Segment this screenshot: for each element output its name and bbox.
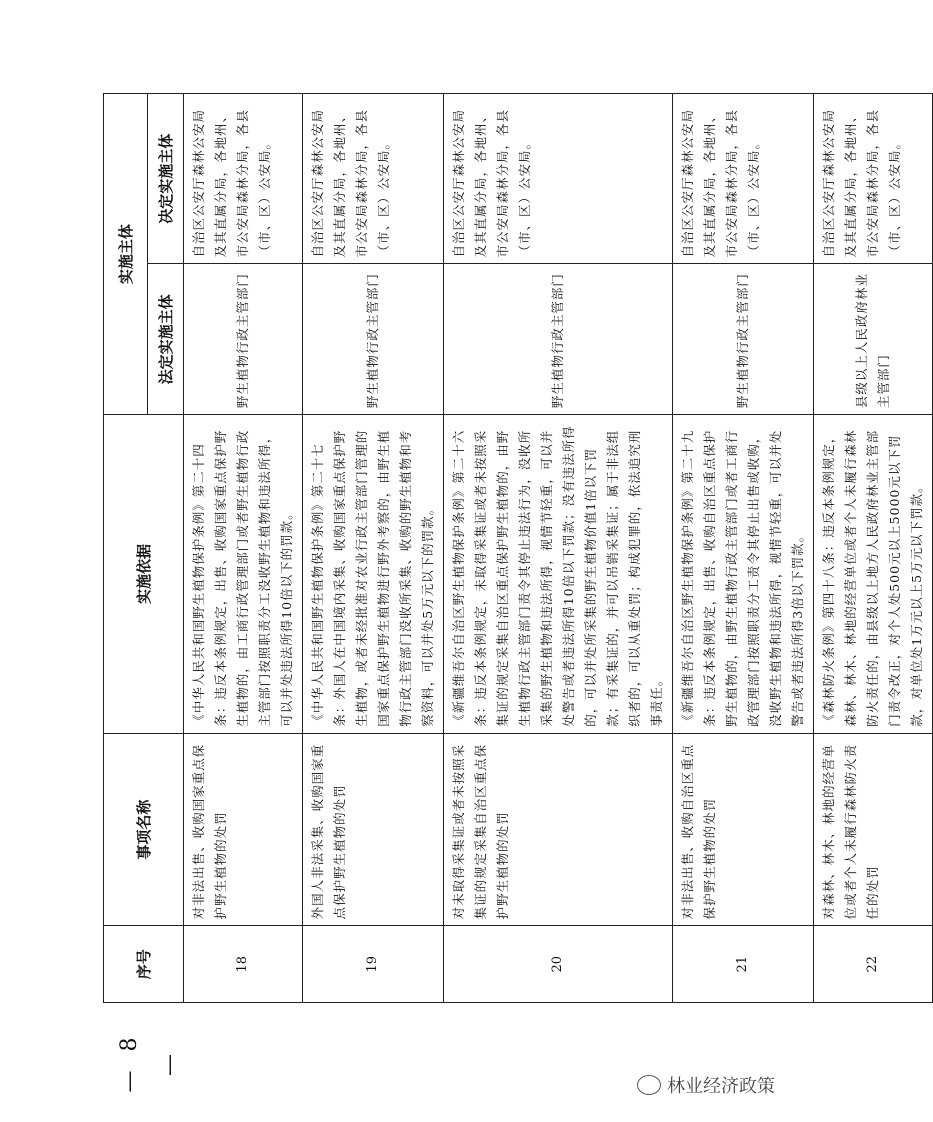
table-row xyxy=(814,94,933,1003)
chat-bubble-icon xyxy=(637,1075,661,1095)
row-number: 21 xyxy=(673,926,814,1003)
header-legal-subject: 法定实施主体 xyxy=(148,264,184,415)
table-row xyxy=(673,94,814,1003)
table-row xyxy=(184,94,303,1003)
row-number: 18 xyxy=(184,926,303,1003)
table-row xyxy=(444,94,673,1003)
legal-basis: 《森林防火条例》第四十八条：违反本条例规定，森林、林木、林地的经营单位或者个人未履行森林防火责任的，由县级以上地方人民政府林业主管部门责令改正，对个人处500元以上5000元以下罚款，对单位处1万元以上5万元以下罚款。 xyxy=(814,415,933,734)
legal-subject: 野生植物行政主管部门 xyxy=(184,264,303,415)
header-decision-subject: 决定实施主体 xyxy=(148,94,184,264)
decision-subject: 自治区公安厅森林公安局及其直属分局，各地州、市公安局森林分局，各县（市、区）公安局。 xyxy=(444,94,673,264)
item-name: 对未取得采集证或者未按照采集证的规定采集自治区重点保护野生植物的处罚 xyxy=(444,733,673,926)
row-number: 19 xyxy=(303,926,444,1003)
row-number: 22 xyxy=(814,926,933,1003)
header-no: 序号 xyxy=(104,926,184,1003)
decision-subject: 自治区公安厅森林公安局及其直属分局，各地州、市公安局森林分局，各县（市、区）公安局。 xyxy=(814,94,933,264)
enforcement-table xyxy=(103,93,933,1003)
watermark xyxy=(637,1070,775,1100)
row-number: 20 xyxy=(444,926,673,1003)
page-number: — 8 — xyxy=(117,1031,182,1093)
legal-subject: 野生植物行政主管部门 xyxy=(444,264,673,415)
table-row xyxy=(303,94,444,1003)
item-name: 外国人非法采集、收购国家重点保护野生植物的处罚 xyxy=(303,733,444,926)
legal-basis: 《新疆维吾尔自治区野生植物保护条例》第二十六条：违反本条例规定，未取得采集证或者未按照采集证的规定采集自治区重点保护野生植物的，由野生植物行政主管部门责令其停止违法行为，没收所采集的野生植物和违法所得，视情节轻重，可以并处警告或者违法所得10倍以下罚款；没有违法所得的，可以并处所采集的野生植物价值1倍以下罚款；有采集证的，并可以吊销采集证；属于非法组织者的，可以从重处罚；构成犯罪的，依法追究刑事责任。 xyxy=(444,415,673,734)
legal-subject: 野生植物行政主管部门 xyxy=(673,264,814,415)
legal-basis: 《新疆维吾尔自治区野生植物保护条例》第二十九条：违反本条例规定，出售、收购自治区重点保护野生植物的，由野生植物行政主管部门或者工商行政管理部门按照职责分工责令其停止出售或收购，没收野生植物和违法所得，视情节轻重，可以并处警告或者违法所得3倍以下罚款。 xyxy=(673,415,814,734)
item-name: 对非法出售、收购国家重点保护野生植物的处罚 xyxy=(184,733,303,926)
legal-subject: 县级以上人民政府林业主管部门 xyxy=(814,264,933,415)
header-subject: 实施主体 xyxy=(104,94,148,415)
watermark-text: 林业经济政策 xyxy=(667,1076,775,1097)
decision-subject: 自治区公安厅森林公安局及其直属分局，各地州、市公安局森林分局，各县（市、区）公安局。 xyxy=(303,94,444,264)
decision-subject: 自治区公安厅森林公安局及其直属分局，各地州、市公安局森林分局，各县（市、区）公安局。 xyxy=(184,94,303,264)
header-name: 事项名称 xyxy=(104,733,184,926)
item-name: 对非法出售、收购自治区重点保护野生植物的处罚 xyxy=(673,733,814,926)
header-basis: 实施依据 xyxy=(104,415,184,734)
item-name: 对森林、林木、林地的经营单位或者个人未履行森林防火责任的处罚 xyxy=(814,733,933,926)
legal-basis: 《中华人民共和国野生植物保护条例》第二十四条：违反本条例规定，出售、收购国家重点保护野生植物的，由工商行政管理部门或者野生植物行政主管部门按照职责分工没收野生植物和违法所得，可以并处违法所得10倍以下的罚款。 xyxy=(184,415,303,734)
legal-basis: 《中华人民共和国野生植物保护条例》第二十七条：外国人在中国境内采集、收购国家重点保护野生植物，或者未经批准对农业行政主管部门管理的国家重点保护野生植物进行野外考察的，由野生植物行政主管部门没收所采集、收购的野生植物和考察资料，可以并处5万元以下的罚款。 xyxy=(303,415,444,734)
decision-subject: 自治区公安厅森林公安局及其直属分局，各地州、市公安局森林分局，各县（市、区）公安局。 xyxy=(673,94,814,264)
legal-subject: 野生植物行政主管部门 xyxy=(303,264,444,415)
